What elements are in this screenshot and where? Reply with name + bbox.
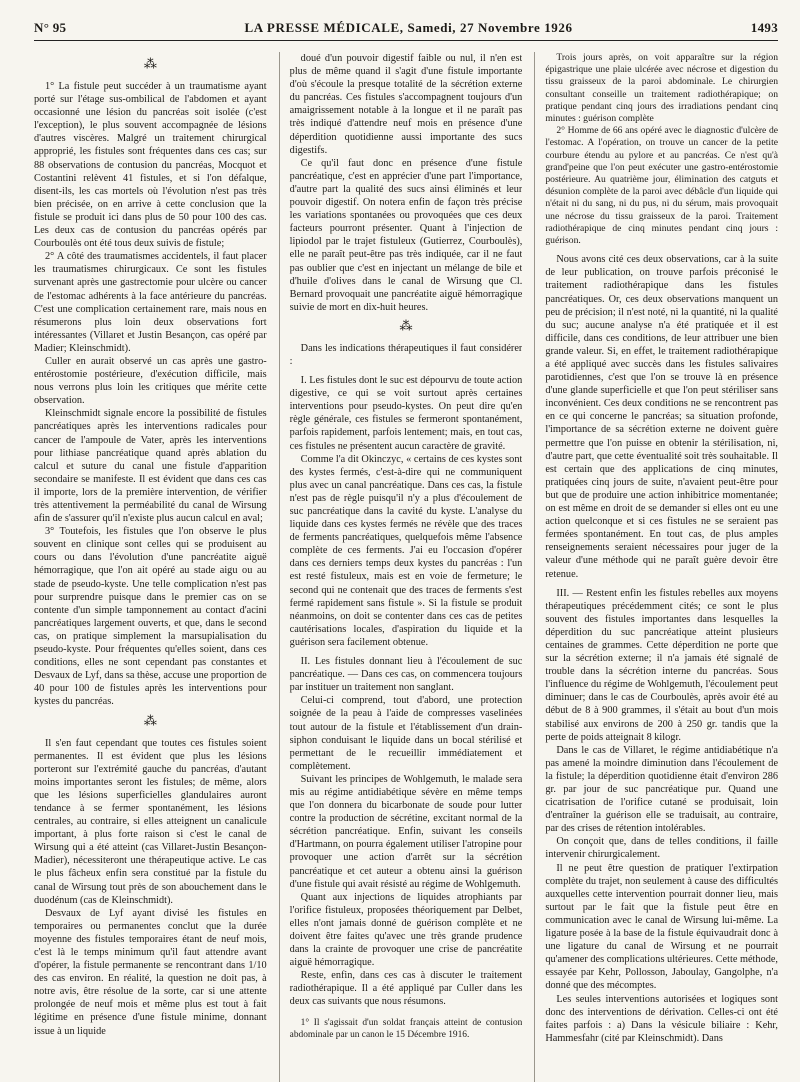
paragraph: Suivant les principes de Wohlgemuth, le malade sera mis au régime antidiabétique sévère en même temps que l'on donnera du bicarbonate de soude pour lutter contre la production de sécrétine, excitant normal de la sécrétion pancréatique. Enfin, suivant les conseils d'Hartmann, on pourra également utiliser l'atropine pour provoquer une action d'arrêt sur la sécrétion pancréatique et cet auteur a obtenu ainsi la guérison d'une fistule qui avait résisté au régime de Wohlgemuth. [289,773,523,890]
column-2 [279,52,523,1082]
paragraph: II. Les fistules donnant lieu à l'écoulement de suc pancréatique. — Dans ces cas, on commencera toujours par instituer un traitement non sanglant. [289,656,523,694]
paragraph: Il ne peut être question de pratiquer l'extirpation complète du trajet, non seulement à cause des difficultés auxquelles cette intervention pourrait donner lieu, mais surtout par le fait que la fistule peut être en communication avec le canal de Wirsung lui-même. La ligature posée à la base de la fistule équivaudrait donc à une ligature du canal de Wirsung et ne pourrait qu'amener des complications ultérieures. Cette méthode, essayée par Kehr, Pollosson, Jaboulay, Gangolphe, n'a donné que des mécomptes. [545,862,778,992]
paragraph: Celui-ci comprend, tout d'abord, une protection soignée de la peau à l'aide de compresses vaselinées tout autour de la fistule et l'établissement d'un drain-siphon conduisant le liquide dans un bocal stérilisé et permettant de le recueillir immédiatement et complètement. [289,695,523,772]
paragraph: Desvaux de Lyf ayant divisé les fistules en temporaires ou permanentes conclut que la durée moyenne des fistules temporaires étant de neuf mois, c'est là le temps minimum qu'il faut attendre avant d'opérer, la fistule permanente se rencontrant dans 1/10 des cas environ. En réalité, la question ne doit pas, à notre avis, être résolue de la sorte, car si une attente prolongée de neuf mois et même plus est tout à fait légitime en présence d'une fistule minime, donnant issue à un liquide [34,907,267,1037]
paragraph: Kleinschmidt signale encore la possibilité de fistules pancréatiques après les interventions radicales pour cancer de l'ampoule de Vater, après les interventions pour lithiase pancréatique quand après ablation du calcul et suture du canal une fistule d'apparition secondaire se manifeste. Il est évident que dans ces cas il importe, lors de la première intervention, de vérifier très attentivement la perméabilité du canal de Wirsung afin de s'assurer qu'il n'existe plus aucun calcul en aval; [34,408,267,525]
paragraph: Dans le cas de Villaret, le régime antidiabétique n'a pas amené la moindre diminution dans l'écoulement de la fistule; la déperdition quotidienne était d'environ 286 gr. par jour de suc pancréatique pur. Quand une cicatrisation de l'orifice cutané se produisait, loin d'entraîner la guérison elle se traduisait, au contraire, par des crises de rétention intolérables. [545,744,778,835]
paragraph: Dans les indications thérapeutiques il faut considérer : [289,342,523,367]
observation-2: 2° Homme de 66 ans opéré avec le diagnostic d'ulcère de l'estomac. A l'opération, on trouve un cancer de la petite courbure étendu au pylore et au pancréas. Ce n'est qu'à grand'peine que l'on peut exécuter une gastro-entérostomie postérieure. Au quatrième jour, élimination des catguts et désunion complète de la paroi avec débâcle d'un liquide qui n'était ni du sang, ni du pus, ni du sérum, mais provoquait une nécrose du tissu graisseux de la paroi. Traitement radiothérapique de cinq minutes pendant cinq jours : guérison. [545,125,778,247]
paragraph: Quant aux injections de liquides atrophiants par l'orifice fistuleux, proposées théoriquement par Delbet, elles n'ont jamais donné de guérison complète et ne doivent être faites qu'avec une très grande prudence dans la crainte de provoquer une crise de pancréatite aiguë hémorragique. [289,891,523,969]
paragraph: 1° La fistule peut succéder à un traumatisme ayant porté sur l'étage sus-ombilical de l'abdomen et ayant occasionné une lésion du pancréas soit isolée (c'est l'exception), le plus souvent accompagnée de lésions d'autres viscères. Malgré un traitement chirurgical approprié, les fistules sont fréquentes dans ces cas; sur 88 observations de contusion du pancréas, Mocquot et Costantini relèvent 41 fistules, et si l'on défalque, disent-ils, les cas mortels où l'évolution n'est pas très bien précisée, on en arrive à cette conclusion que la fistule se produit ici dans plus de 50 pour 100 des cas. Les deux cas de contusion du pancréas opérés par Courboulès ont été tous deux suivis de fistule; [34,81,267,250]
paragraph: Comme l'a dit Okinczyc, « certains de ces kystes sont des kystes fermés, c'est-à-dire qui ne communiquent plus avec un canal pancréatique. Dans ces cas, la fistule n'est pas de règle puisqu'il n'y a plus d'écoulement de suc pancréatique dans la cavité du kyste. L'analyse du liquide dans ces kystes fermés ne révèle que des traces de ferments pancréatiques, quelquefois même l'absence complète de ces ferments. J'ai eu l'occasion d'opérer dans ces derniers temps deux kystes du pancréas : l'un est resté fistuleux, mais est en voie de fermeture; le second qui ne contenait que des traces de ferments s'est fermé rapidement sans fistule ». Si la fistule se produit néanmoins, on doit se contenter dans ces cas de petites cautérisations locales, d'aspiration du liquide et la guérison sera facilement obtenue. [289,453,523,648]
page-number: 1493 [750,20,778,35]
paragraph: Nous avons cité ces deux observations, car à la suite de leur publication, on trouve parfois préconisé le traitement radiothérapique dans les fistules pancréatiques. Or, ces deux observations manquent un peu de précision; il n'est noté, ni la quantité, ni la qualité du suc; aucune analyse n'a été pratiquée et il est difficile, dans ces conditions, de leur attribuer une bien grande valeur. Si, en effet, le traitement radiothérapique a été appliqué avec succès dans les fistules salivaires parotidiennes, c'est que l'on se trouve là en présence d'une glande superficielle et que l'on peut stériliser sans inconvénient. Ces deux conditions ne se rencontrent pas en ce qui concerne le pancréas; sa situation profonde, l'importance de sa sécrétion externe ne doivent guère permettre que l'on puisse en obtenir la stérilisation, ni, d'autre part, que cette éventualité soit très souhaitable. Il est certain que des applications de cinq minutes, pratiquées cinq jours de suite, n'avaient peut-être pour but que de produire une action inhibitrice momentanée; on est même en droit de se demander si elles ont eu une action quelconque et si ces fistules ne se seraient pas fermées spontanément. En tout cas, de plus amples renseignements seraient nécessaires pour juger de la valeur d'une méthode qui ne paraît guère devoir être retenue. [545,254,778,580]
paragraph: Culler en aurait observé un cas après une gastro-entérostomie postérieure, d'exécution difficile, mais nous verrons plus loin les critiques que mérite cette observation. [34,355,267,407]
section-ornament: ⁂ [399,317,413,333]
paragraph: Reste, enfin, dans ces cas à discuter le traitement radiothérapique. Il a été appliqué par Culler dans les deux cas suivants que nous résumons. [289,970,523,1008]
issue-number: N° 95 [34,20,67,35]
paragraph: III. — Restent enfin les fistules rebelles aux moyens thérapeutiques précédemment cités; ce sont le plus souvent des fistules importantes dans lesquelles la déperdition du suc pancréatique atteint plusieurs centaines de grammes. Cette déperdition ne porte que sur la sécrétion externe; il n'a jamais été signalé de trouble dans la sécrétion interne du pancréas. Sous l'influence du régime de Wohlgemuth, l'écoulement peut diminuer; dans le cas de Courboulès, après avoir été au début de 8 à 900 grammes, il s'était au bout d'un mois stabilisé aux environs de 200 à 250 gr. tandis que la perte de poids atteignait 8 kilogr. [545,587,778,743]
paragraph: On conçoit que, dans de telles conditions, il faille intervenir chirurgicalement. [545,836,778,861]
column-3 [534,52,778,1082]
paragraph: 2° A côté des traumatismes accidentels, il faut placer les traumatismes chirurgicaux. Ce sont les fistules survenant après une gastrectomie pour ulcère ou cancer de l'estomac adhérents à la face antérieure du pancréas. C'est une complication certainement rare, mais nous en résumerons plus loin deux observations fort intéressantes (Villaret et Justin Besançon, cas opéré par Madier; Kleinschmidt). [34,251,267,354]
paragraph: Les seules interventions autorisées et logiques sont donc des interventions de dérivation. Celles-ci ont été faites parfois : a) Dans la vésicule biliaire : Kehr, Hammesfahr (cité par Kleinschmidt). Dans [545,993,778,1044]
running-head [34,20,778,36]
section-ornament: ⁂ [143,56,157,71]
section-ornament: ⁂ [143,712,157,728]
paragraph: doué d'un pouvoir digestif faible ou nul, il n'en est plus de même quand il s'agit d'une fistule importante d'où s'écoule la presque totalité de la sécrétion externe du pancréas. Ces fistules s'accompagnent toujours d'un amaigrissement notable à la longue et il ne paraît pas très indiqué d'attendre neuf mois en présence d'une déperdition quotidienne aussi importante des sucs digestifs. [289,53,523,156]
paragraph: Il s'en faut cependant que toutes ces fistules soient permanentes. Il est évident que plus les lésions porteront sur l'extrémité gauche du pancréas, d'autant moins importantes seront les fistules; de même, alors que les lésions superficielles glandulaires auront tendance à se fermer spontanément, les lésions centrales, au contraire, si elles atteignent un canalicule important, à plus forte raison si c'est le canal de Wirsung qui a été atteint (cas Villaret-Justin Besançon-Madier), nécessiteront une thérapeutique active. Le cas le plus fâcheux enfin sera constitué par la fistule du canal de Wirsung tout près de son abouchement dans le duodénum (cas de Kleinschmidt). [34,737,267,906]
journal-title: LA PRESSE MÉDICALE, Samedi, 27 Novembre 1926 [244,20,573,35]
paragraph: Ce qu'il faut donc en présence d'une fistule pancréatique, c'est en apprécier d'une part l'importance, d'autre part la qualité des sucs ainsi éliminés et leur pouvoir digestif. On notera enfin de façon très précise les variations spontanées ou provoquées que ces deux facteurs pourront présenter. Quant à l'injection de lipiodol par le trajet fistuleux (Gutierrez, Courboulès), elle ne paraît peut-être pas très indiquée, car il ne faut pas oublier que c'est en injectant un mélange de bile et d'huile d'olives dans le canal de Wirsung que Cl. Bernard provoquait une pancréatite aiguë hémorragique suivie de mort en dix-huit heures. [289,157,523,313]
observations [545,52,778,247]
header-rule [34,40,778,41]
observation-1-continued: Trois jours après, on voit apparaître sur la région épigastrique une plaie ulcérée avec nécrose et digestion du tissu graisseux de la paroi abdominale. Le chirurgien consultant conseille un traitement radiothérapique; on pratique pendant cinq jours des irradiations pendant cinq minutes : guérison complète [545,52,778,125]
observation-1: 1° Il s'agissait d'un soldat français atteint de contusion abdominale par un canon le 15 Décembre 1916. [289,1017,523,1040]
paragraph: I. Les fistules dont le suc est dépourvu de toute action digestive, ce qui se voit surtout après certaines interventions pour pseudo-kystes. On peut dire qu'en règle générale, ces fistules se fermeront spontanément, parfois rapidement, parfois lentement; mais, en tout cas, ces fistules ne présentent aucun caractère de gravité. [289,375,523,452]
text-columns [34,52,778,1082]
paragraph: 3° Toutefois, les fistules que l'on observe le plus souvent en clinique sont celles qui se produisent au cours ou dans l'évolution d'une pancréatite aiguë hémorragique, que l'on ait opéré au stade aigu ou au stade de pseudo-kyste. Une telle complication n'est pas pour surprendre puisque dans le premier cas on se contente d'un simple tamponnement au contact d'acini pancréatiques largement ouverts, et que, dans le second cas, on pratique simplement la marsupialisation du pseudo-kyste. Pour fréquentes qu'elles soient, dans ces conditions, elles ne sont cependant pas constantes et Desvaux de Lyf, dans sa thèse, accuse une proportion de 40 pour 100 de fistules après les interventions pour kystes du pancréas. [34,526,267,708]
column-1 [34,52,267,1082]
